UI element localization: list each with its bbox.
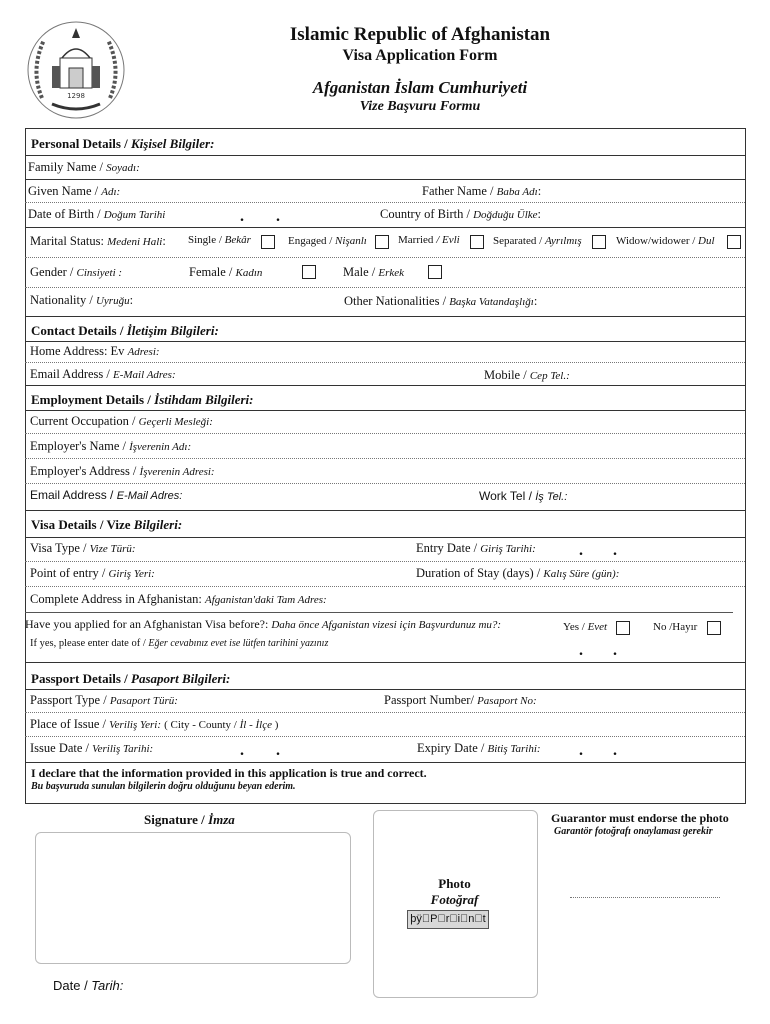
passport-heading: Passport Details / Pasaport Bilgileri: — [31, 671, 231, 686]
given-name-field[interactable]: Given Name / Adı: — [28, 184, 121, 198]
date-field[interactable]: Date / Tarih: — [53, 978, 124, 993]
contact-email-field[interactable]: Email Address / E-Mail Adres: — [30, 367, 176, 381]
yes-label: Yes / Evet — [563, 621, 608, 633]
separated-checkbox[interactable] — [592, 235, 606, 249]
photo-label: Photo — [438, 876, 471, 891]
photo-label-tr: Fotoğraf — [430, 892, 479, 907]
complete-address-field[interactable]: Complete Address in Afghanistan: Afganistan'daki Tam Adres: — [30, 592, 327, 606]
emblem-year: 1298 — [67, 92, 85, 100]
male-checkbox[interactable] — [428, 265, 442, 279]
female-label: Female / Kadın — [189, 265, 263, 279]
gender-label: Gender / Cinsiyeti : — [30, 265, 123, 279]
employment-heading: Employment Details / İstihdam Bilgileri: — [31, 392, 254, 407]
passport-number-field[interactable]: Passport Number/ Pasaport No: — [384, 693, 537, 707]
personal-heading: Personal Details / Kişisel Bilgiler: — [31, 136, 215, 151]
declaration-en: I declare that the information provided in this application is true and correct. — [31, 766, 427, 780]
print-button[interactable]: þÿ P r i n t — [407, 910, 489, 929]
signature-label: Signature / İmza — [144, 812, 235, 827]
mobile-field[interactable]: Mobile / Cep Tel.: — [484, 368, 570, 382]
single-label: Single / Bekâr — [188, 234, 251, 246]
no-checkbox[interactable] — [707, 621, 721, 635]
father-name-field[interactable]: Father Name / Baba Adı: — [422, 184, 542, 198]
visa-type-field[interactable]: Visa Type / Vize Türü: — [30, 541, 136, 555]
marital-label: Marital Status: Medeni Hali: — [30, 234, 166, 248]
point-of-entry-field[interactable]: Point of entry / Giriş Yeri: — [30, 566, 155, 580]
other-nationalities-field[interactable]: Other Nationalities / Başka Vatandaşlığı: — [344, 294, 538, 308]
single-checkbox[interactable] — [261, 235, 275, 249]
declaration-tr: Bu başvuruda sunulan bilgilerin doğru olduğunu beyan ederim. — [31, 781, 296, 792]
guarantor-tr: Garantör fotoğrafı onaylaması gerekir — [554, 826, 713, 837]
place-of-issue-field[interactable]: Place of Issue / Veriliş Yeri: ( City - County / İl - İlçe ) — [30, 717, 279, 731]
title-en-2: Visa Application Form — [342, 47, 498, 64]
title-tr-2: Vize Başvuru Formu — [359, 99, 481, 114]
cob-field[interactable]: Country of Birth / Doğduğu Ülke: — [380, 207, 542, 221]
svg-text:...: ... — [73, 33, 79, 40]
employer-name-field[interactable]: Employer's Name / İşverenin Adı: — [30, 439, 192, 453]
duration-field[interactable]: Duration of Stay (days) / Kalış Süre (gün): — [416, 566, 620, 580]
expiry-date-field[interactable]: Expiry Date / Bitiş Tarihi: — [417, 741, 541, 755]
female-checkbox[interactable] — [302, 265, 316, 279]
title-tr-1: Afganistan İslam Cumhuriyeti — [312, 78, 528, 97]
occupation-field[interactable]: Current Occupation / Geçerli Mesleği: — [30, 414, 213, 428]
family-name-field[interactable]: Family Name / Soyadı: — [28, 160, 140, 174]
married-checkbox[interactable] — [470, 235, 484, 249]
engaged-checkbox[interactable] — [375, 235, 389, 249]
home-address-field[interactable]: Home Address: Ev Adresi: — [30, 344, 160, 358]
passport-type-field[interactable]: Passport Type / Pasaport Türü: — [30, 693, 178, 707]
applied-before-label: Have you applied for an Afghanistan Visa before?: Daha önce Afganistan vizesi için Başvurdunuz mu?: — [25, 617, 502, 631]
contact-heading: Contact Details / İletişim Bilgileri: — [31, 323, 219, 338]
separated-label: Separated / Ayrılmış — [493, 235, 582, 247]
visa-heading: Visa Details / Vize Bilgileri: — [31, 517, 183, 532]
nationality-field[interactable]: Nationality / Uyruğu: — [30, 293, 134, 307]
if-yes-date-field[interactable]: If yes, please enter date of / Eğer cevabınız evet ise lütfen tarihini yazınız — [30, 638, 329, 649]
guarantor-en: Guarantor must endorse the photo — [551, 811, 729, 825]
entry-date-field[interactable]: Entry Date / Giriş Tarihi: — [416, 541, 536, 555]
widow-checkbox[interactable] — [727, 235, 741, 249]
title-en-1: Islamic Republic of Afghanistan — [289, 24, 551, 45]
issue-date-field[interactable]: Issue Date / Veriliş Tarihi: — [30, 741, 154, 755]
guarantor-signature-line[interactable] — [570, 897, 720, 898]
yes-checkbox[interactable] — [616, 621, 630, 635]
widow-label: Widow/widower / Dul — [616, 235, 715, 247]
married-label: Married / Evli — [398, 234, 460, 246]
engaged-label: Engaged / Nişanlı — [288, 235, 367, 247]
no-label: No /Hayır — [653, 621, 698, 633]
signature-box[interactable] — [35, 832, 351, 964]
male-label: Male / Erkek — [343, 265, 405, 279]
work-tel-field[interactable]: Work Tel / İş Tel.: — [479, 489, 568, 503]
employer-address-field[interactable]: Employer's Address / İşverenin Adresi: — [30, 464, 215, 478]
employer-email-field[interactable]: Email Address / E-Mail Adres: — [30, 488, 183, 502]
dob-field[interactable]: Date of Birth / Doğum Tarihi — [28, 207, 166, 221]
